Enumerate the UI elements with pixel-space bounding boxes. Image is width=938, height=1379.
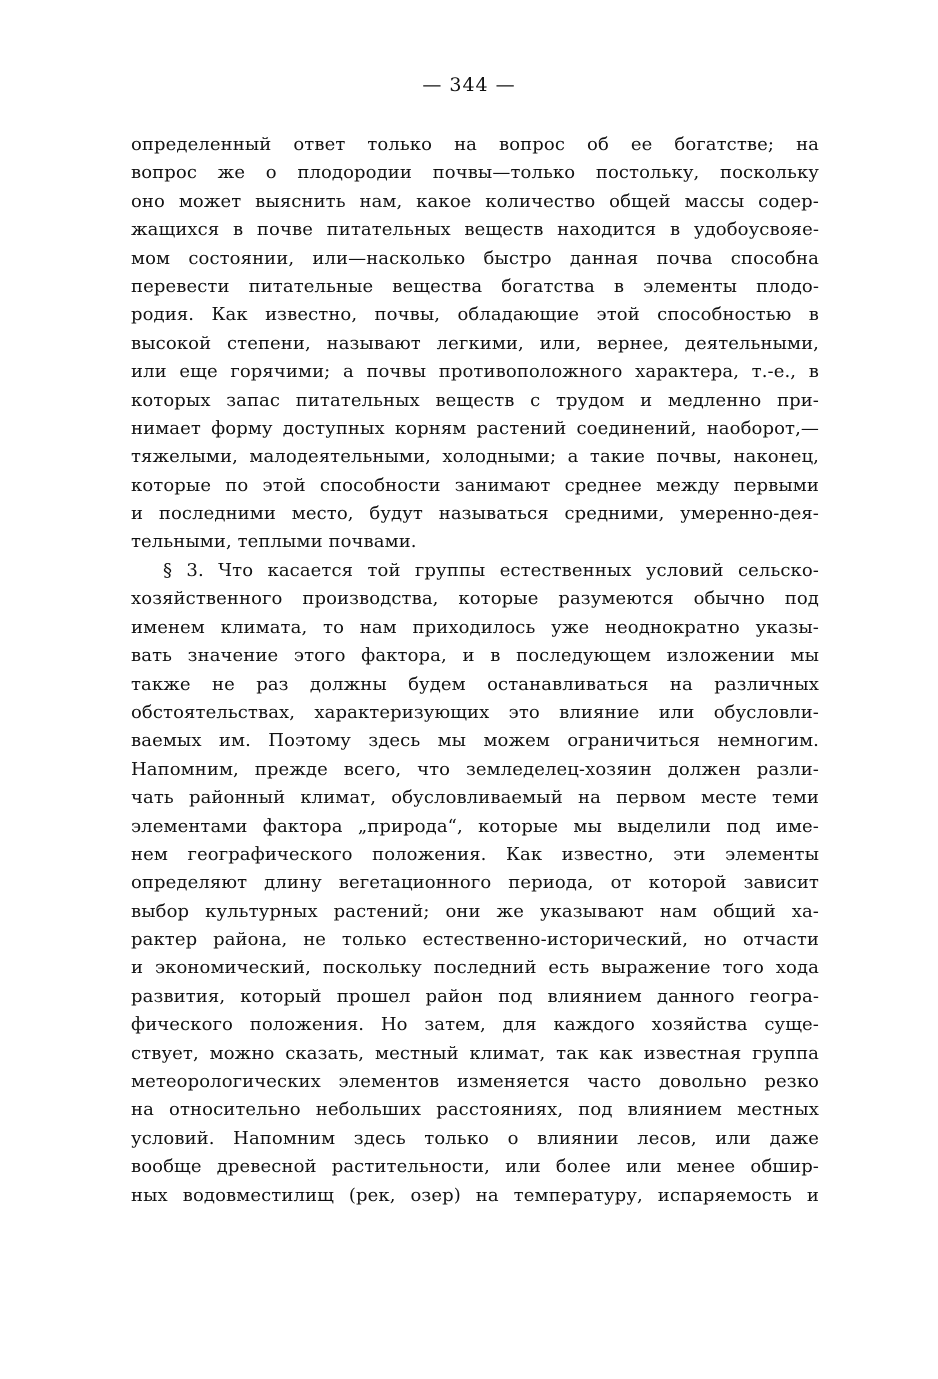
text-line: хозяйственного производства, которые разумеются обычно под bbox=[131, 588, 819, 610]
text-line: определяют длину вегетационного периода, от которой зависит bbox=[131, 872, 819, 894]
text-line: родия. Как известно, почвы, обладающие этой способностью в bbox=[131, 304, 819, 326]
text-line: элементами фактора „природа“, которые мы выделили под име- bbox=[131, 815, 819, 837]
text-line: оно может выяснить нам, какое количество общей массы содер- bbox=[131, 190, 819, 212]
text-line: именем климата, то нам приходилось уже неоднократно указы- bbox=[131, 616, 819, 638]
text-line: или еще горячими; а почвы противоположного характера, т.-е., в bbox=[131, 361, 819, 383]
text-line: вопрос же о плодородии почвы—только постольку, поскольку bbox=[131, 162, 819, 184]
text-line: определенный ответ только на вопрос об ее богатстве; на bbox=[131, 134, 819, 155]
text-line: метеорологических элементов изменяется часто довольно резко bbox=[131, 1071, 819, 1093]
text-line: нимает форму доступных корням растений соединений, наоборот,— bbox=[131, 417, 819, 439]
text-line: тяжелыми, малодеятельными, холодными; а такие почвы, наконец, bbox=[131, 446, 819, 468]
text-line: и экономический, поскольку последний есть выражение того хода bbox=[131, 957, 819, 979]
text-line: Напомним, прежде всего, что земледелец-хозяин должен разли- bbox=[131, 758, 819, 780]
text-line: § 3. Что касается той группы естественных условий сельско- bbox=[163, 560, 819, 581]
text-line: перевести питательные вещества богатства в элементы плодо- bbox=[131, 275, 819, 297]
text-line: ствует, можно сказать, местный климат, так как известная группа bbox=[131, 1042, 819, 1064]
text-line: чать районный климат, обусловливаемый на первом месте теми bbox=[131, 787, 819, 809]
text-line: вообще древесной растительности, или более или менее обшир- bbox=[131, 1156, 819, 1178]
text-line: жащихся в почве питательных веществ находится в удобоусвояе- bbox=[131, 219, 819, 241]
text-line: выбор культурных растений; они же указывают нам общий ха- bbox=[131, 900, 819, 922]
text-line: ных водовместилищ (рек, озер) на температуру, испаряемость и bbox=[131, 1184, 819, 1206]
text-line: тельными, теплыми почвами. bbox=[131, 531, 417, 553]
text-line: на относительно небольших расстояниях, под влиянием местных bbox=[131, 1099, 819, 1121]
text-line: и последними место, будут называться средними, умеренно-дея- bbox=[131, 503, 819, 525]
text-line: рактер района, не только естественно-исторический, но отчасти bbox=[131, 929, 819, 951]
text-line: которые по этой способности занимают среднее между первыми bbox=[131, 474, 819, 496]
text-line: мом состоянии, или—насколько быстро данная почва способна bbox=[131, 247, 819, 269]
text-line: развития, который прошел район под влиянием данного геогра- bbox=[131, 985, 819, 1007]
text-line: нем географического положения. Как известно, эти элементы bbox=[131, 843, 819, 865]
text-line: которых запас питательных веществ с трудом и медленно при- bbox=[131, 389, 819, 411]
text-line: ваемых им. Поэтому здесь мы можем ограничиться немногим. bbox=[131, 730, 819, 752]
text-line: обстоятельствах, характеризующих это влияние или обусловли- bbox=[131, 701, 819, 723]
paragraph-section-3-climate bbox=[131, 557, 819, 1210]
text-line: высокой степени, называют легкими, или, вернее, деятельными, bbox=[131, 332, 819, 354]
paragraph-soil-fertility bbox=[131, 131, 819, 557]
page-number: — 344 — bbox=[422, 74, 516, 96]
text-line: вать значение этого фактора, и в последующем изложении мы bbox=[131, 645, 819, 667]
text-line: условий. Напомним здесь только о влиянии лесов, или даже bbox=[131, 1127, 819, 1149]
text-line: также не раз должны будем останавливаться на различных bbox=[131, 673, 819, 695]
text-line: фического положения. Но затем, для каждого хозяйства суще- bbox=[131, 1014, 819, 1036]
